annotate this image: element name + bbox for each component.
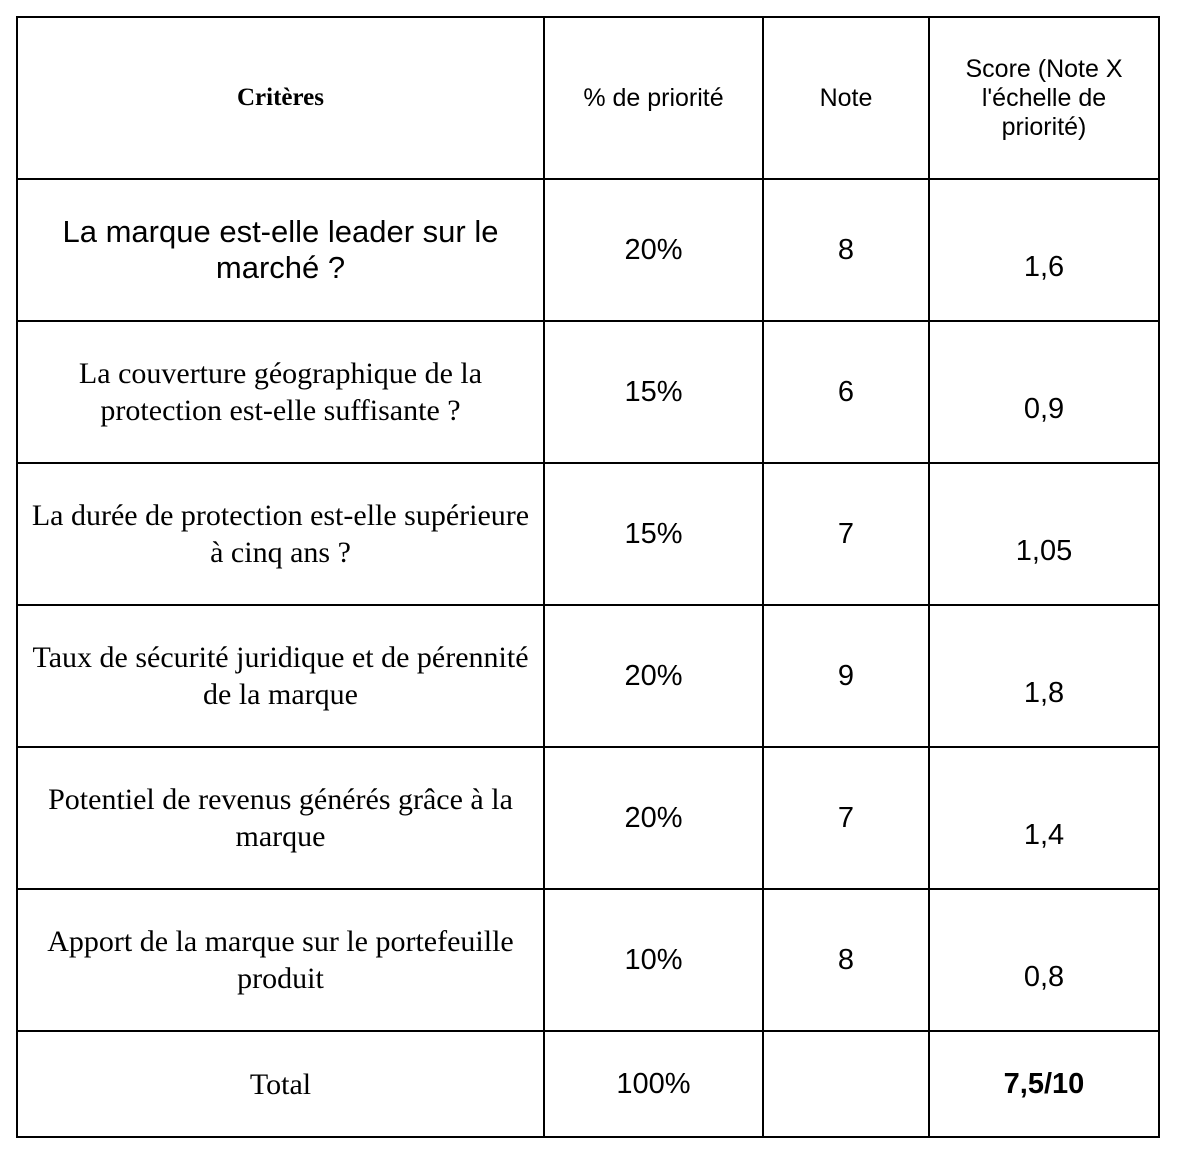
row-priority: 20% xyxy=(544,179,763,321)
row-priority: 15% xyxy=(544,321,763,463)
row-note: 8 xyxy=(763,889,929,1031)
row-score xyxy=(929,889,1159,1031)
row-note: 8 xyxy=(763,179,929,321)
total-note xyxy=(763,1031,929,1137)
table-row xyxy=(17,747,1159,889)
row-note: 6 xyxy=(763,321,929,463)
header-score: Score (Note X l'échelle de priorité) xyxy=(929,17,1159,179)
row-score-value: 1,6 xyxy=(1023,250,1065,283)
row-score xyxy=(929,463,1159,605)
table-header-row xyxy=(17,17,1159,179)
table-row xyxy=(17,889,1159,1031)
table-row xyxy=(17,605,1159,747)
row-criteria: La couverture géographique de la protection est-elle suffisante ? xyxy=(17,321,544,463)
row-score-value: 0,8 xyxy=(1023,960,1065,993)
row-score-value: 1,05 xyxy=(1015,534,1073,567)
row-score xyxy=(929,179,1159,321)
row-priority: 20% xyxy=(544,605,763,747)
total-label: Total xyxy=(17,1031,544,1137)
row-criteria: La durée de protection est-elle supérieure à cinq ans ? xyxy=(17,463,544,605)
total-score: 7,5/10 xyxy=(929,1031,1159,1137)
scoring-table xyxy=(16,16,1160,1138)
row-score-value: 1,8 xyxy=(1023,676,1065,709)
header-priority: % de priorité xyxy=(544,17,763,179)
row-criteria: Apport de la marque sur le portefeuille produit xyxy=(17,889,544,1031)
total-priority: 100% xyxy=(544,1031,763,1137)
row-note: 9 xyxy=(763,605,929,747)
row-score xyxy=(929,321,1159,463)
table-row xyxy=(17,463,1159,605)
row-note: 7 xyxy=(763,463,929,605)
row-priority: 10% xyxy=(544,889,763,1031)
row-score-value: 0,9 xyxy=(1023,392,1065,425)
row-criteria: Taux de sécurité juridique et de pérennité de la marque xyxy=(17,605,544,747)
row-score xyxy=(929,747,1159,889)
row-priority: 20% xyxy=(544,747,763,889)
table-row xyxy=(17,321,1159,463)
row-note: 7 xyxy=(763,747,929,889)
row-criteria: La marque est-elle leader sur le marché ? xyxy=(17,179,544,321)
header-criteria: Critères xyxy=(17,17,544,179)
header-note: Note xyxy=(763,17,929,179)
table-total-row xyxy=(17,1031,1159,1137)
row-priority: 15% xyxy=(544,463,763,605)
row-score xyxy=(929,605,1159,747)
row-criteria: Potentiel de revenus générés grâce à la marque xyxy=(17,747,544,889)
table-row xyxy=(17,179,1159,321)
row-score-value: 1,4 xyxy=(1023,818,1065,851)
